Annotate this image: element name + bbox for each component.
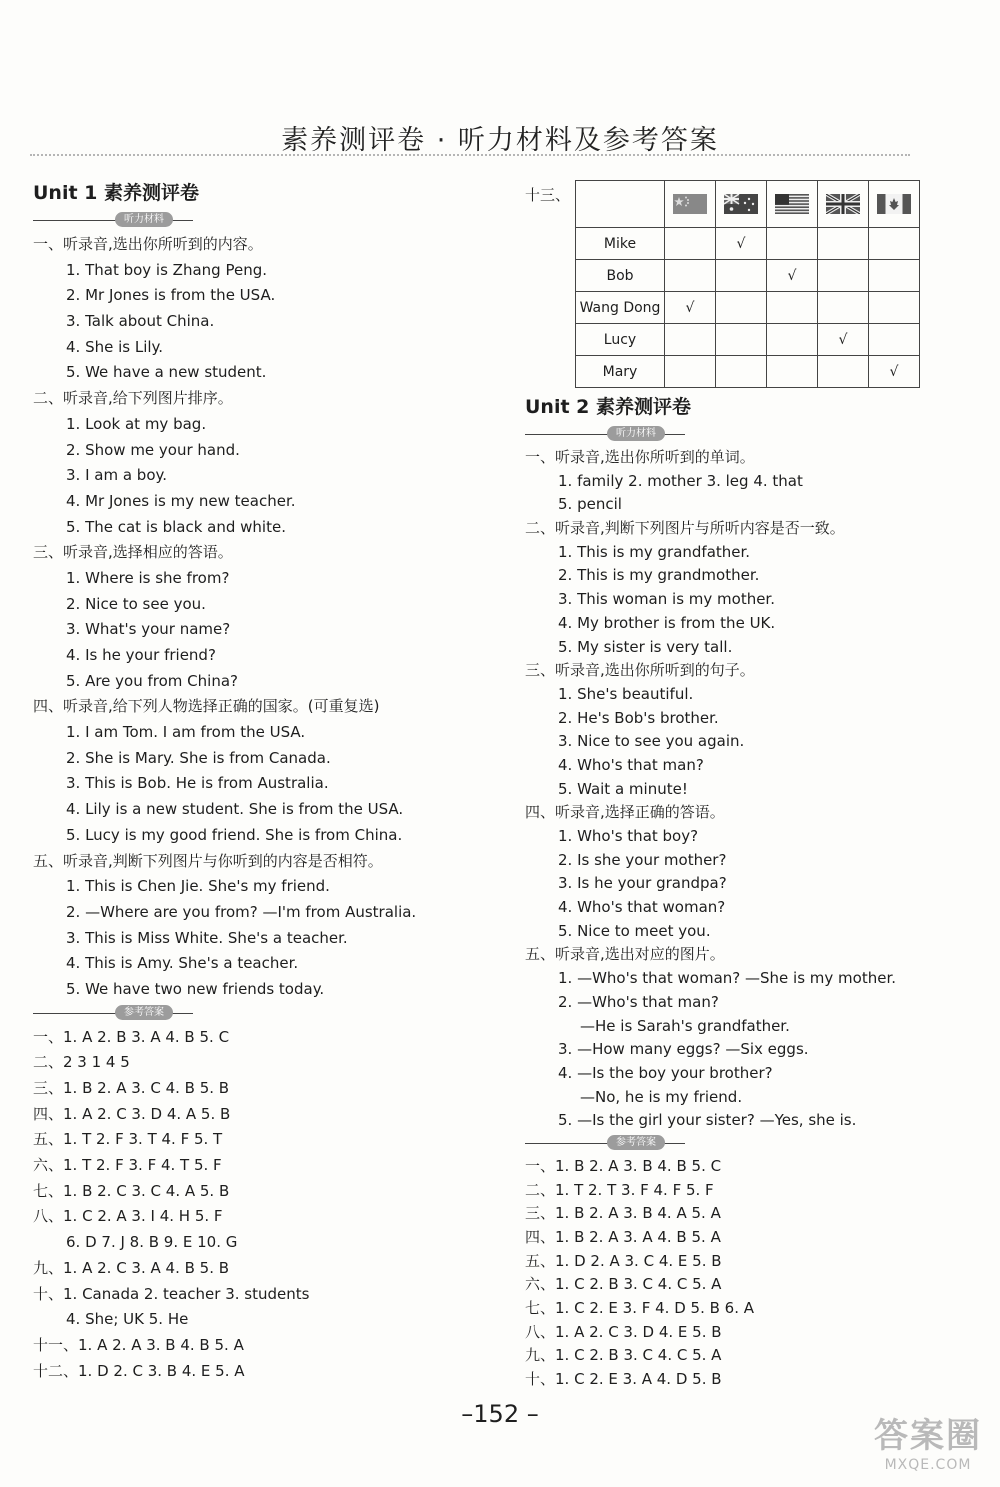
listening-line: 5. Are you from China? [66,671,238,690]
listening-line: —He is Sarah's grandfather. [580,1016,790,1035]
listening-line: 五、听录音,选出对应的图片。 [525,945,725,964]
check-cell [767,292,818,324]
listening-line: 三、听录音,选出你所听到的句子。 [525,661,755,680]
flag-header-cell [869,181,920,228]
answer-line: 十、1. Canada 2. teacher 3. students [33,1284,310,1303]
right-column [525,180,925,1392]
listening-line: 5. We have a new student. [66,363,267,382]
answer-line: 一、1. B 2. A 3. B 4. B 5. C [525,1156,722,1175]
answer-line: 4. She; UK 5. He [66,1310,189,1329]
listening-line: 五、听录音,判断下列图片与你听到的内容是否相符。 [33,851,383,870]
answer-line: 十、1. C 2. E 3. A 4. D 5. B [525,1370,722,1389]
check-cell [818,228,869,260]
listening-line: 2. —Who's that man? [558,992,719,1011]
answer-line: 二、2 3 1 4 5 [33,1053,130,1072]
listening-line: 4. She is Lily. [66,337,164,356]
person-name-cell: Wang Dong [576,292,665,324]
check-cell [869,324,920,356]
listening-line: 5. My sister is very tall. [558,637,733,656]
answer-line: 六、1. T 2. F 3. F 4. T 5. F [33,1156,222,1175]
answer-line: 九、1. A 2. C 3. A 4. B 5. B [33,1258,230,1277]
listening-line: 1. Who's that boy? [558,827,699,845]
listening-line: 三、听录音,选择相应的答语。 [33,543,233,562]
listening-line: 2. —Where are you from? —I'm from Australia. [66,902,417,921]
check-cell [818,260,869,292]
watermark-logo: 答案圈 MXQE.COM [874,1416,982,1473]
header-divider [30,154,910,156]
listening-line: 3. This is Miss White. She's a teacher. [66,928,348,947]
check-cell [767,356,818,388]
page-title: 素养测评卷 · 听力材料及参考答案 [281,125,719,156]
answer-line: 6. D 7. J 8. B 9. E 10. G [66,1233,238,1252]
listening-line: 2. She is Mary. She is from Canada. [66,748,331,767]
answer-line: 四、1. B 2. A 3. A 4. B 5. A [525,1228,721,1246]
check-cell [767,228,818,260]
check-cell [665,356,716,388]
listening-line: 1. That boy is Zhang Peng. [66,260,267,279]
unit2-title: Unit 2 素养测评卷 [525,396,691,418]
listening-line: 3. This woman is my mother. [558,590,775,609]
listening-line: 4. —Is the boy your brother? [558,1063,773,1082]
check-cell [818,356,869,388]
unit2-answer-tag [525,1133,685,1153]
australia-flag-icon [724,196,758,212]
check-cell [716,356,767,388]
left-column [33,180,493,1384]
listening-line: 1. family 2. mother 3. leg 4. that [558,471,803,490]
check-cell: √ [869,356,920,388]
listening-line: 5. Nice to meet you. [558,921,711,940]
person-name-cell: Bob [576,260,665,292]
listening-line: 1. Look at my bag. [66,414,207,433]
flag-header-cell [818,181,869,228]
check-cell: √ [716,228,767,260]
table-row [576,292,920,324]
listening-line: 1. I am Tom. I am from the USA. [66,723,306,742]
answer-line: 二、1. T 2. T 3. F 4. F 5. F [525,1180,714,1199]
flag-header-row [576,181,920,228]
listening-line: 5. —Is the girl your sister? —Yes, she is. [558,1111,857,1130]
answer-line: 四、1. A 2. C 3. D 4. A 5. B [33,1104,231,1123]
canada-flag-icon [877,196,911,212]
listening-line: 2. Is she your mother? [558,850,727,869]
usa-flag-icon [775,196,809,212]
unit2-answer-list [525,1155,925,1392]
answer-tag-label: 参考答案 [607,1135,665,1150]
page-number: –152 – [461,1400,539,1428]
listening-line: 二、听录音,判断下列图片与所听内容是否一致。 [525,519,845,538]
listening-line: 3. What's your name? [66,620,231,639]
listening-line: 4. Mr Jones is my new teacher. [66,491,296,510]
answer-line: 十一、1. A 2. A 3. B 4. B 5. A [33,1335,244,1354]
flag-header-cell [767,181,818,228]
check-cell [665,228,716,260]
listening-line: 1. This is my grandfather. [558,542,751,561]
check-cell [665,324,716,356]
unit1-answer-list [33,1025,493,1385]
listening-line: 4. Is he your friend? [66,646,216,664]
listening-line: 3. Is he your grandpa? [558,874,727,893]
person-name-cell: Mary [576,356,665,388]
china-flag-icon [673,196,707,212]
listening-line: 5. pencil [558,495,622,514]
listening-line: 四、听录音,给下列人物选择正确的国家。(可重复选) [33,697,380,716]
listening-line: 3. Talk about China. [66,312,215,331]
listening-line: 5. The cat is black and white. [66,517,286,536]
uk-flag-icon [826,196,860,212]
answer-line: 五、1. T 2. F 3. T 4. F 5. T [33,1130,223,1149]
listening-line: 一、听录音,选出你所听到的单词。 [525,448,755,466]
question-13 [525,180,925,388]
country-flag-table [575,180,920,388]
listening-line: 2. He's Bob's brother. [558,708,719,727]
question-13-label: 十三、 [525,186,571,204]
answer-tag-label: 参考答案 [115,1005,173,1020]
answer-line: 三、1. B 2. A 3. B 4. A 5. A [525,1204,721,1223]
listening-line: 3. I am a boy. [66,466,168,485]
check-cell [818,292,869,324]
answer-line: 八、1. C 2. A 3. I 4. H 5. F [33,1207,223,1226]
answer-line: 六、1. C 2. B 3. C 4. C 5. A [525,1275,722,1294]
listening-line: 4. Who's that woman? [558,898,726,917]
person-name-cell: Lucy [576,324,665,356]
listening-line: 3. —How many eggs? —Six eggs. [558,1040,809,1059]
answer-line: 七、1. C 2. E 3. F 4. D 5. B 6. A [525,1299,754,1318]
table-row [576,260,920,292]
answer-line: 七、1. B 2. C 3. C 4. A 5. B [33,1181,230,1200]
unit1-listening-tag [33,210,193,230]
answer-line: 九、1. C 2. B 3. C 4. C 5. A [525,1346,722,1365]
listening-line: 四、听录音,选择正确的答语。 [525,803,725,822]
listening-line: 3. Nice to see you again. [558,732,745,751]
listening-line: 2. This is my grandmother. [558,566,760,585]
listening-line: 4. Lily is a new student. She is from the USA. [66,800,404,819]
listening-line: 3. This is Bob. He is from Australia. [66,774,329,793]
unit1-answer-tag [33,1003,193,1023]
unit1-listening-list [33,232,493,1003]
listening-line: 4. Who's that man? [558,755,704,774]
check-cell [869,228,920,260]
table-corner-cell [576,181,665,228]
listening-line: 1. Where is she from? [66,568,230,587]
unit2-listening-list [525,446,925,1133]
listening-line: 1. She's beautiful. [558,684,694,703]
listening-tag-label: 听力材料 [607,426,665,441]
listening-line: 4. This is Amy. She's a teacher. [66,954,299,973]
listening-tag-label: 听力材料 [115,212,173,227]
check-cell: √ [665,292,716,324]
check-cell [869,260,920,292]
table-row [576,356,920,388]
listening-line: 4. My brother is from the UK. [558,613,776,632]
table-row [576,228,920,260]
check-cell: √ [767,260,818,292]
listening-line: 2. Mr Jones is from the USA. [66,286,276,305]
table-row [576,324,920,356]
check-cell [716,324,767,356]
check-cell [665,260,716,292]
flag-header-cell [665,181,716,228]
person-name-cell: Mike [576,228,665,260]
listening-line: 5. We have two new friends today. [66,979,325,998]
flag-header-cell [716,181,767,228]
listening-line: 二、听录音,给下列图片排序。 [33,389,233,408]
listening-line: 5. Wait a minute! [558,779,688,798]
check-cell [869,292,920,324]
unit1-title: Unit 1 素养测评卷 [33,182,199,204]
listening-line: 2. Show me your hand. [66,440,240,459]
check-cell [767,324,818,356]
listening-line: 2. Nice to see you. [66,594,206,613]
check-cell: √ [818,324,869,356]
answer-line: 五、1. D 2. A 3. C 4. E 5. B [525,1251,722,1270]
listening-line: 1. This is Chen Jie. She's my friend. [66,877,330,896]
check-cell [716,260,767,292]
answer-line: 十二、1. D 2. C 3. B 4. E 5. A [33,1361,245,1380]
unit2-listening-tag [525,424,685,444]
listening-line: 1. —Who's that woman? —She is my mother. [558,969,897,988]
answer-line: 一、1. A 2. B 3. A 4. B 5. C [33,1027,230,1046]
check-cell [716,292,767,324]
listening-line: —No, he is my friend. [580,1087,743,1106]
answer-line: 八、1. A 2. C 3. D 4. E 5. B [525,1322,722,1341]
listening-line: 一、听录音,选出你所听到的内容。 [33,235,263,253]
listening-line: 5. Lucy is my good friend. She is from China. [66,825,403,844]
answer-line: 三、1. B 2. A 3. C 4. B 5. B [33,1079,230,1097]
